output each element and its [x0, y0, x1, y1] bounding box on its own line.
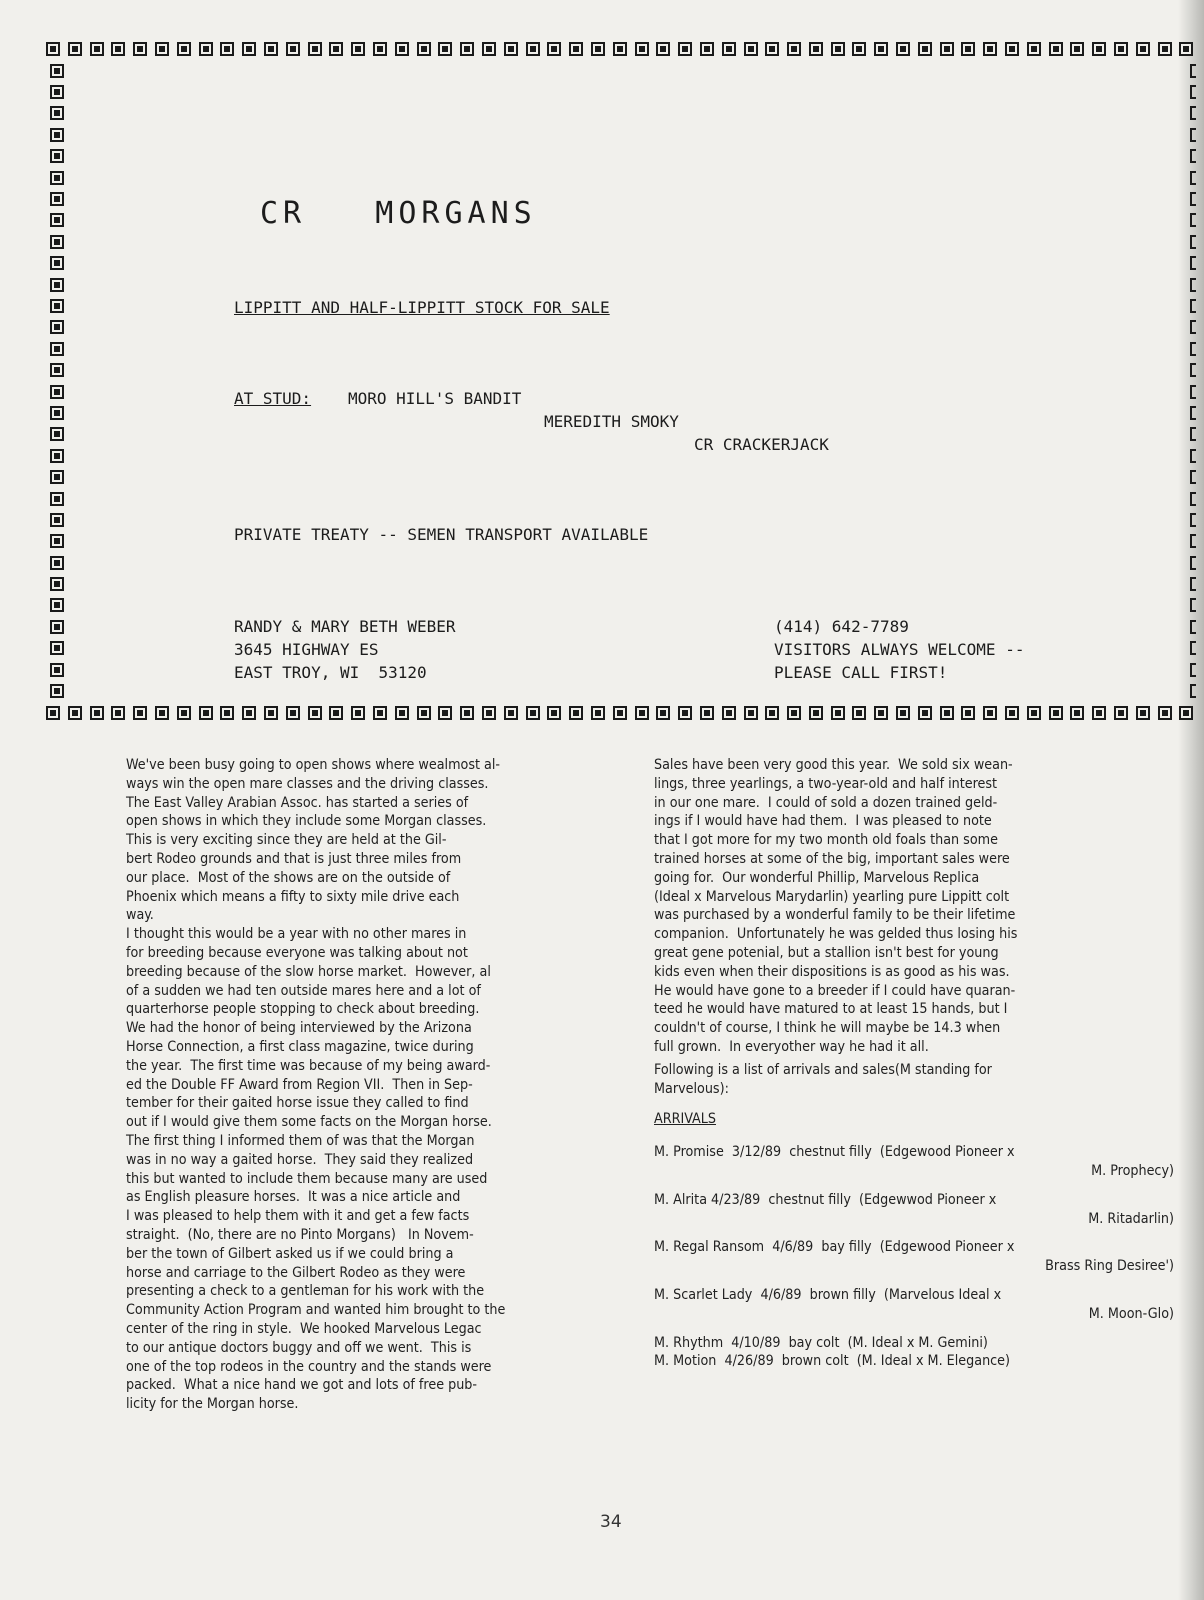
border-square — [1190, 406, 1196, 420]
border-square — [264, 42, 278, 56]
border-square — [50, 663, 64, 677]
arrival-entry — [654, 1352, 1184, 1371]
article-line: teed he would have matured to at least 15 hands, but I — [654, 1001, 1008, 1018]
border-square — [983, 42, 997, 56]
border-square — [1190, 149, 1196, 163]
border-square — [1190, 641, 1196, 655]
border-square — [50, 492, 64, 506]
article-line: presenting a check to a gentleman for his work with the — [126, 1283, 485, 1300]
border-square — [50, 171, 64, 185]
border-square — [504, 706, 518, 720]
border-square — [1005, 42, 1019, 56]
article-line: center of the ring in style. We hooked Marvelous Legac — [126, 1320, 482, 1337]
border-square — [1136, 42, 1150, 56]
border-square — [1092, 706, 1106, 720]
border-square — [460, 42, 474, 56]
article-line: Horse Connection, a first class magazine, twice during — [126, 1038, 474, 1055]
border-square — [1190, 278, 1196, 292]
border-square — [50, 513, 64, 527]
border-square — [722, 42, 736, 56]
article-line: the year. The first time was because of my being award- — [126, 1057, 491, 1074]
border-square — [1190, 534, 1196, 548]
border-square — [831, 706, 845, 720]
ad-border-top — [46, 38, 1194, 60]
border-square — [526, 42, 540, 56]
border-square — [591, 42, 605, 56]
article-line: our place. Most of the shows are on the outside of — [126, 869, 451, 886]
border-square — [1190, 449, 1196, 463]
border-square — [1190, 513, 1196, 527]
border-square — [50, 427, 64, 441]
ad-border-right — [1188, 60, 1198, 702]
border-square — [50, 85, 64, 99]
border-square — [50, 149, 64, 163]
border-square — [656, 42, 670, 56]
border-square — [373, 42, 387, 56]
phone-number: (414) 642-7789 — [774, 617, 909, 636]
border-square — [1070, 42, 1084, 56]
border-square — [50, 213, 64, 227]
border-square — [220, 706, 234, 720]
border-square — [460, 706, 474, 720]
border-square — [417, 706, 431, 720]
right-article-column — [654, 756, 1184, 1371]
border-square — [635, 42, 649, 56]
border-square — [199, 42, 213, 56]
page-number: 34 — [600, 1512, 622, 1532]
border-square — [308, 42, 322, 56]
ad-title: CR MORGANS — [260, 196, 537, 231]
border-square — [787, 706, 801, 720]
owner-name: RANDY & MARY BETH WEBER — [234, 617, 456, 636]
border-square — [438, 42, 452, 56]
border-square — [1190, 556, 1196, 570]
article-line: ings if I would have had them. I was pleased to note — [654, 813, 992, 830]
border-square — [1190, 663, 1196, 677]
border-square — [50, 299, 64, 313]
border-square — [656, 706, 670, 720]
article-line: open shows in which they include some Morgan classes. — [126, 813, 487, 830]
border-square — [329, 42, 343, 56]
border-square — [809, 42, 823, 56]
stallion-1: MORO HILL'S BANDIT — [348, 389, 522, 408]
article-line: way. — [126, 907, 154, 924]
left-article-column — [126, 756, 646, 1414]
border-square — [896, 42, 910, 56]
article-line: for breeding because everyone was talking about not — [126, 944, 468, 961]
border-square — [46, 706, 60, 720]
article-line: breeding because of the slow horse market. However, al — [126, 963, 491, 980]
border-square — [1190, 171, 1196, 185]
border-square — [90, 42, 104, 56]
border-square — [50, 641, 64, 655]
border-square — [940, 706, 954, 720]
border-square — [1049, 706, 1063, 720]
arrival-entry — [654, 1238, 1184, 1276]
border-square — [1190, 427, 1196, 441]
article-line: this but wanted to include them because many are used — [126, 1170, 488, 1187]
border-square — [547, 42, 561, 56]
article-line: bert Rodeo grounds and that is just three miles from — [126, 850, 462, 867]
border-square — [961, 706, 975, 720]
arrival-parentage: M. Ritadarlin) — [1088, 1210, 1174, 1227]
border-square — [50, 470, 64, 484]
border-square — [918, 706, 932, 720]
article-line: couldn't of course, I think he will maybe be 14.3 when — [654, 1020, 1001, 1037]
ad-border-left — [46, 60, 68, 702]
border-square — [831, 42, 845, 56]
border-square — [1190, 256, 1196, 270]
border-square — [613, 706, 627, 720]
border-square — [264, 706, 278, 720]
article-line: full grown. In everyother way he had it all. — [654, 1038, 929, 1055]
border-square — [50, 320, 64, 334]
border-square — [1114, 706, 1128, 720]
arrival-detail: M. Scarlet Lady 4/6/89 brown filly (Marvelous Ideal x — [654, 1286, 1002, 1303]
article-line: as English pleasure horses. It was a nice article and — [126, 1189, 461, 1206]
border-square — [155, 706, 169, 720]
arrival-detail: M. Promise 3/12/89 chestnut filly (Edgewood Pioneer x — [654, 1144, 1015, 1161]
border-square — [220, 42, 234, 56]
article-line: out if I would give them some facts on the Morgan horse. — [126, 1114, 492, 1131]
border-square — [329, 706, 343, 720]
article-line: Community Action Program and wanted him brought to the — [126, 1302, 506, 1319]
border-square — [199, 706, 213, 720]
border-square — [1070, 706, 1084, 720]
article-line: He would have gone to a breeder if I could have quaran- — [654, 982, 1016, 999]
border-square — [874, 42, 888, 56]
border-square — [1179, 42, 1193, 56]
city-address: EAST TROY, WI 53120 — [234, 663, 427, 682]
border-square — [50, 106, 64, 120]
border-square — [613, 42, 627, 56]
border-square — [373, 706, 387, 720]
border-square — [50, 406, 64, 420]
border-square — [68, 42, 82, 56]
article-line: I thought this would be a year with no other mares in — [126, 926, 467, 943]
arrival-entry — [654, 1191, 1184, 1229]
arrival-detail: M. Motion 4/26/89 brown colt (M. Ideal x M. Elegance) — [654, 1353, 1011, 1370]
border-square — [1190, 64, 1196, 78]
ad-border-bottom — [46, 702, 1194, 724]
article-line: Phoenix which means a fifty to sixty mile drive each — [126, 888, 460, 905]
advertisement-box — [46, 38, 1194, 724]
border-square — [678, 706, 692, 720]
private-treaty-note: PRIVATE TREATY -- SEMEN TRANSPORT AVAILABLE — [234, 525, 649, 544]
article-line: trained horses at some of the big, important sales were — [654, 850, 1010, 867]
border-square — [1190, 235, 1196, 249]
border-square — [896, 706, 910, 720]
ad-subtitle: LIPPITT AND HALF-LIPPITT STOCK FOR SALE — [234, 298, 610, 317]
arrival-entry — [654, 1143, 1184, 1181]
border-square — [133, 706, 147, 720]
article-line: of a sudden we had ten outside mares here and a lot of — [126, 982, 481, 999]
border-square — [1158, 706, 1172, 720]
street-address: 3645 HIGHWAY ES — [234, 640, 379, 659]
stallion-2: MEREDITH SMOKY — [544, 412, 679, 431]
border-square — [50, 577, 64, 591]
border-square — [351, 42, 365, 56]
article-line: We had the honor of being interviewed by the Arizona — [126, 1020, 472, 1037]
article-line: that I got more for my two month old foals than some — [654, 832, 998, 849]
border-square — [242, 706, 256, 720]
border-square — [50, 385, 64, 399]
border-square — [1027, 42, 1041, 56]
border-square — [177, 706, 191, 720]
border-square — [940, 42, 954, 56]
article-line: was in no way a gaited horse. They said they realized — [126, 1151, 474, 1168]
border-square — [1190, 213, 1196, 227]
article-line: We've been busy going to open shows where wealmost al- — [126, 757, 501, 773]
border-square — [50, 192, 64, 206]
arrivals-heading: ARRIVALS — [654, 1111, 716, 1128]
border-square — [722, 706, 736, 720]
border-square — [700, 706, 714, 720]
border-square — [918, 42, 932, 56]
border-square — [308, 706, 322, 720]
border-square — [68, 706, 82, 720]
arrival-detail: M. Rhythm 4/10/89 bay colt (M. Ideal x M. Gemini) — [654, 1334, 988, 1351]
border-square — [1190, 598, 1196, 612]
article-line: horse and carriage to the Gilbert Rodeo as they were — [126, 1264, 466, 1281]
border-square — [111, 42, 125, 56]
border-square — [678, 42, 692, 56]
border-square — [569, 706, 583, 720]
border-square — [1190, 320, 1196, 334]
border-square — [50, 684, 64, 698]
border-square — [852, 706, 866, 720]
border-square — [417, 42, 431, 56]
border-square — [569, 42, 583, 56]
article-line: ed the Double FF Award from Region VII. Then in Sep- — [126, 1076, 473, 1093]
border-square — [787, 42, 801, 56]
arrival-detail: M. Alrita 4/23/89 chestnut filly (Edgewwod Pioneer x — [654, 1191, 997, 1208]
border-square — [1092, 42, 1106, 56]
stallion-3: CR CRACKERJACK — [694, 435, 829, 454]
border-square — [765, 706, 779, 720]
border-square — [744, 706, 758, 720]
article-line: Following is a list of arrivals and sales(M standing for — [654, 1061, 992, 1078]
border-square — [482, 706, 496, 720]
border-square — [1190, 106, 1196, 120]
border-square — [1190, 342, 1196, 356]
border-square — [1190, 577, 1196, 591]
border-square — [1190, 299, 1196, 313]
article-line: one of the top rodeos in the country and the stands were — [126, 1358, 492, 1375]
border-square — [286, 42, 300, 56]
arrival-detail: M. Regal Ransom 4/6/89 bay filly (Edgewood Pioneer x — [654, 1239, 1015, 1256]
border-square — [765, 42, 779, 56]
article-line: to our antique doctors buggy and off we went. This is — [126, 1339, 472, 1356]
article-line: Sales have been very good this year. We sold six wean- — [654, 757, 1013, 773]
article-line: was purchased by a wonderful family to be their lifetime — [654, 907, 1016, 924]
border-square — [1190, 128, 1196, 142]
border-square — [635, 706, 649, 720]
article-line: kids even when their dispositions is as good as his was. — [654, 963, 1010, 980]
article-line: companion. Unfortunately he was gelded thus losing his — [654, 926, 1018, 943]
border-square — [395, 42, 409, 56]
border-square — [286, 706, 300, 720]
article-line: ways win the open mare classes and the driving classes. — [126, 775, 489, 792]
border-square — [50, 235, 64, 249]
article-line: in our one mare. I could of sold a dozen trained geld- — [654, 794, 998, 811]
border-square — [351, 706, 365, 720]
border-square — [1027, 706, 1041, 720]
border-square — [155, 42, 169, 56]
border-square — [852, 42, 866, 56]
arrival-parentage: M. Prophecy) — [1091, 1162, 1174, 1179]
border-square — [133, 42, 147, 56]
border-square — [50, 342, 64, 356]
arrival-entry — [654, 1286, 1184, 1324]
article-line: straight. (No, there are no Pinto Morgans) In Novem- — [126, 1226, 474, 1243]
border-square — [700, 42, 714, 56]
border-square — [983, 706, 997, 720]
visitors-note: VISITORS ALWAYS WELCOME -- — [774, 640, 1025, 659]
border-square — [50, 449, 64, 463]
border-square — [242, 42, 256, 56]
border-square — [46, 42, 60, 56]
border-square — [1190, 85, 1196, 99]
border-square — [1114, 42, 1128, 56]
article-line: packed. What a nice hand we got and lots of free pub- — [126, 1377, 478, 1394]
arrival-entry — [654, 1334, 1184, 1353]
article-line: ber the town of Gilbert asked us if we could bring a — [126, 1245, 454, 1262]
article-line: This is very exciting since they are held at the Gil- — [126, 832, 447, 849]
border-square — [1190, 363, 1196, 377]
border-square — [1136, 706, 1150, 720]
border-square — [1190, 385, 1196, 399]
border-square — [50, 598, 64, 612]
border-square — [1190, 492, 1196, 506]
border-square — [90, 706, 104, 720]
article-line: lings, three yearlings, a two-year-old and half interest — [654, 775, 998, 792]
article-line: I was pleased to help them with it and get a few facts — [126, 1208, 470, 1225]
border-square — [526, 706, 540, 720]
article-line: (Ideal x Marvelous Marydarlin) yearling pure Lippitt colt — [654, 888, 1010, 905]
article-line: licity for the Morgan horse. — [126, 1396, 299, 1413]
border-square — [1005, 706, 1019, 720]
border-square — [111, 706, 125, 720]
border-square — [50, 363, 64, 377]
border-square — [1190, 470, 1196, 484]
article-line: The first thing I informed them of was that the Morgan — [126, 1132, 475, 1149]
article-line: The East Valley Arabian Assoc. has started a series of — [126, 794, 469, 811]
border-square — [50, 556, 64, 570]
border-square — [1049, 42, 1063, 56]
border-square — [547, 706, 561, 720]
border-square — [504, 42, 518, 56]
border-square — [874, 706, 888, 720]
border-square — [50, 128, 64, 142]
border-square — [50, 278, 64, 292]
border-square — [50, 534, 64, 548]
border-square — [809, 706, 823, 720]
stud-label: AT STUD: — [234, 389, 312, 408]
border-square — [1179, 706, 1193, 720]
call-first-note: PLEASE CALL FIRST! — [774, 663, 948, 682]
border-square — [395, 706, 409, 720]
article-line: great gene potenial, but a stallion isn't best for young — [654, 944, 999, 961]
article-line: tember for their gaited horse issue they called to find — [126, 1095, 469, 1112]
border-square — [1190, 620, 1196, 634]
arrival-parentage: Brass Ring Desiree') — [1045, 1258, 1174, 1275]
border-square — [50, 64, 64, 78]
border-square — [1190, 684, 1196, 698]
border-square — [744, 42, 758, 56]
border-square — [1190, 192, 1196, 206]
border-square — [482, 42, 496, 56]
border-square — [1158, 42, 1172, 56]
border-square — [50, 256, 64, 270]
border-square — [177, 42, 191, 56]
border-square — [591, 706, 605, 720]
border-square — [961, 42, 975, 56]
article-line: going for. Our wonderful Phillip, Marvelous Replica — [654, 869, 980, 886]
arrival-parentage: M. Moon-Glo) — [1088, 1305, 1174, 1322]
border-square — [438, 706, 452, 720]
article-line: Marvelous): — [654, 1080, 729, 1097]
article-line: quarterhorse people stopping to check about breeding. — [126, 1001, 480, 1018]
border-square — [50, 620, 64, 634]
